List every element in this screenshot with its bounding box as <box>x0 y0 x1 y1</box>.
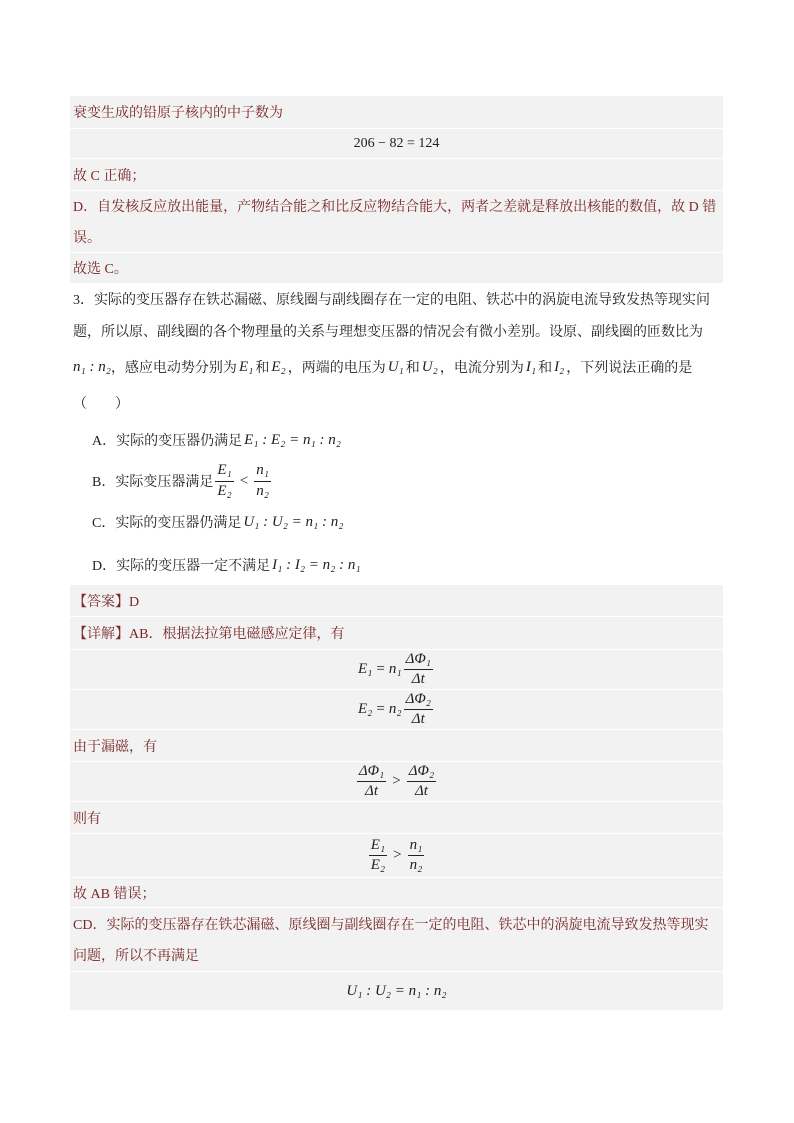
eq2-lhs: E₂ <box>357 701 373 717</box>
fraction-denominator: Δt <box>411 711 425 727</box>
question-stem-line2: 题，所以原、副线圈的各个物理量的关系与理想变压器的情况会有微小差别。设原、副线圈的匝数比为 <box>73 325 703 340</box>
fraction-denominator: n₂ <box>409 857 423 873</box>
stem-text-segment: ，下列说法正确的是 <box>566 361 693 376</box>
eq2-coefficient: n₂ <box>388 701 402 717</box>
flux-inequality <box>70 761 723 801</box>
greater-than-sign: > <box>392 773 401 789</box>
equation-e2 <box>70 689 723 729</box>
fraction-denominator: E₂ <box>370 857 386 873</box>
fraction-numerator: ΔΦ₁ <box>357 763 386 782</box>
previous-explanation-block <box>70 96 723 283</box>
emf-e2: E₂ <box>271 358 286 375</box>
answer-bracket: （ ） <box>73 397 129 412</box>
option-d-label: D．实际的变压器一定不满足 <box>92 559 271 574</box>
current-i2: I₂ <box>554 358 565 375</box>
stem-text-segment: 和 <box>538 361 553 376</box>
stem-text-segment: ，两端的电压为 <box>287 361 386 376</box>
turns-ratio-fraction <box>408 837 425 875</box>
fraction-numerator: ΔΦ₂ <box>407 763 436 782</box>
neutron-count-text: 衰变生成的铅原子核内的中子数为 <box>73 106 283 121</box>
fraction-numerator: ΔΦ₁ <box>404 651 433 670</box>
neutron-count-formula-row <box>70 128 723 158</box>
fraction-denominator: E₂ <box>217 482 232 499</box>
emf-ratio <box>369 837 387 875</box>
option-d <box>70 550 723 580</box>
eq1-lhs: E₁ <box>357 661 373 677</box>
emf-e1: E₁ <box>238 358 254 375</box>
option-d-formula: I₁ : I₂ = n₂ : n₁ <box>272 556 361 573</box>
eq2-fraction <box>404 691 433 729</box>
stem-text-segment: ，电流分别为 <box>439 361 524 376</box>
fraction-numerator: n₁ <box>254 462 271 481</box>
option-b-fraction-turns <box>254 462 271 500</box>
fraction-denominator: Δt <box>365 783 379 799</box>
eq1-fraction <box>404 651 433 689</box>
fraction-denominator: Δt <box>411 671 425 687</box>
fraction-numerator: ΔΦ₂ <box>404 691 433 710</box>
emf-ratio-inequality <box>70 833 723 877</box>
question-stem-line1: 3．实际的变压器存在铁芯漏磁、原线圈与副线圈存在一定的电阻、铁芯中的涡旋电流导致发热等现实问 <box>73 293 710 308</box>
voltage-u2: U₂ <box>421 358 438 375</box>
option-a-formula: E₁ : E₂ = n₁ : n₂ <box>244 431 341 448</box>
answer-line: 【答案】D <box>73 594 140 610</box>
flux-rate-2 <box>407 763 436 801</box>
equals-sign: = <box>376 701 385 717</box>
option-c-correct-text: 故 C 正确； <box>70 158 723 190</box>
option-c <box>70 507 723 537</box>
voltage-u1: U₁ <box>387 358 404 375</box>
stem-text-segment: ，感应电动势分别为 <box>110 361 237 376</box>
neutron-count-formula: 206 − 82 = 124 <box>353 135 440 151</box>
fraction-numerator: E₁ <box>215 462 233 481</box>
equation-e1 <box>70 649 723 689</box>
current-i1: I₁ <box>525 358 537 375</box>
option-b <box>70 460 723 502</box>
stem-text-segment: 和 <box>255 361 270 376</box>
fraction-numerator: E₁ <box>369 837 387 856</box>
option-b-label: B．实际变压器满足 <box>92 475 214 490</box>
option-c-formula: U₁ : U₂ = n₁ : n₂ <box>243 513 344 530</box>
answer-explanation-block <box>70 585 723 1010</box>
stem-text-segment: 和 <box>405 361 420 376</box>
option-a-label: A．实际的变压器仍满足 <box>92 434 243 449</box>
final-voltage-ratio-formula: U₁ : U₂ = n₁ : n₂ <box>346 982 447 999</box>
flux-rate-1 <box>357 763 386 801</box>
detail-intro: 【详解】AB．根据法拉第电磁感应定律，有 <box>70 616 723 649</box>
final-choice-text: 故选 C。 <box>70 252 723 283</box>
final-formula-row <box>70 971 723 1010</box>
option-c-label: C．实际的变压器仍满足 <box>92 516 242 531</box>
less-than-sign: < <box>239 472 249 489</box>
option-d-explanation-line1: D．自发核反应放出能量，产物结合能之和比反应物结合能大，两者之差就是释放出核能的数值，故 D 错 <box>70 190 723 221</box>
fraction-denominator: Δt <box>414 783 428 799</box>
cd-explanation-line1: CD．实际的变压器存在铁芯漏磁、原线圈与副线圈存在一定的电阻、铁芯中的涡旋电流导致发热等现实 <box>70 907 723 939</box>
option-a <box>70 425 723 455</box>
greater-than-sign: > <box>393 847 402 863</box>
eq1-coefficient: n₁ <box>388 661 402 677</box>
equals-sign: = <box>376 661 385 677</box>
fraction-denominator: n₂ <box>256 482 269 499</box>
cd-explanation-line2: 问题，所以不再满足 <box>73 949 199 964</box>
option-b-fraction-emf <box>215 462 233 500</box>
question-stem-line3 <box>70 350 723 384</box>
fraction-numerator: n₁ <box>408 837 425 856</box>
turns-ratio: n₁ : n₂ <box>73 358 111 375</box>
leakage-text: 由于漏磁，有 <box>70 729 723 761</box>
then-text: 则有 <box>70 801 723 833</box>
ab-wrong-text: 故 AB 错误； <box>70 877 723 907</box>
option-d-explanation-line2: 误。 <box>73 230 101 246</box>
